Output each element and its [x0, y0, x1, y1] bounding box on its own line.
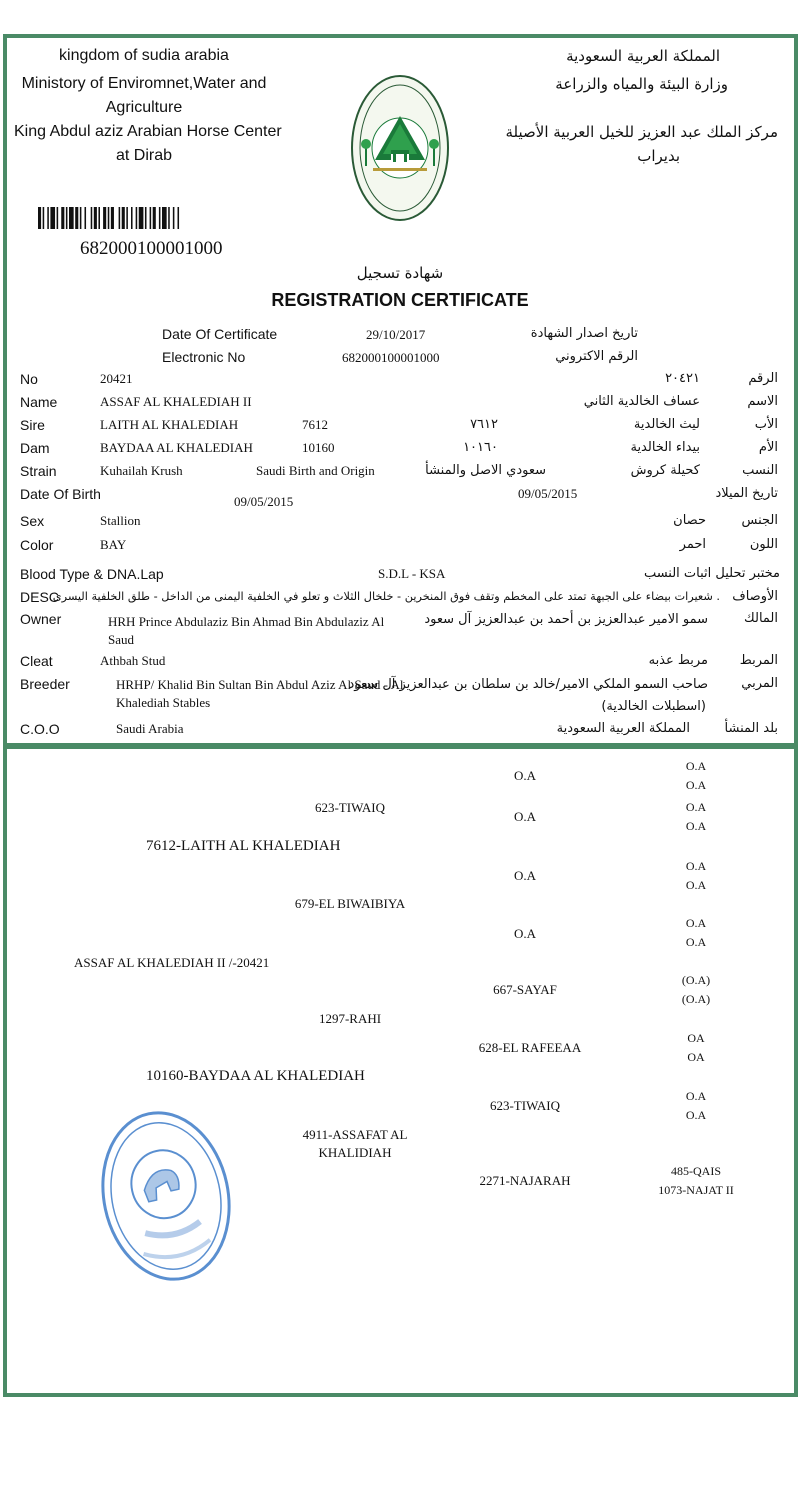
- pedigree-g3: 623-TIWAIQ: [489, 1098, 561, 1113]
- header-ar-line-1: المملكة العربية السعودية: [566, 47, 720, 65]
- sex-label: Sex: [20, 513, 45, 529]
- strain-label-ar: النسب: [742, 463, 778, 478]
- desc-value-ar: . شعيرات بيضاء على الجبهة تمتد على المخطم وتقف فوق المنخرين - خلخال الثلاث و تعلو في الخلفية اليمنى من الداخل - طلق الخلفية اليسرى: [52, 590, 720, 603]
- barcode-bar: [126, 207, 128, 229]
- coo-label: C.O.O: [20, 721, 60, 737]
- name-label-ar: الاسم: [747, 394, 778, 409]
- barcode-bar: [91, 207, 93, 229]
- pedigree-sire-dam: 679-EL BIWAIBIYA: [294, 896, 406, 911]
- pedigree-g4: O.A O.A: [685, 859, 707, 892]
- pedigree-sire: 7612-LAITH AL KHALEDIAH: [146, 838, 341, 854]
- owner-value-ar: سمو الامير عبدالعزيز بن أحمد بن عبدالعزيز آل سعود: [424, 612, 708, 627]
- name-value-ar: عساف الخالدية الثاني: [583, 394, 700, 409]
- barcode-bar: [98, 207, 100, 229]
- pedigree-dam-dam-line-1: 4911-ASSAFAT AL: [302, 1127, 408, 1142]
- sire-value: LAITH AL KHALEDIAH: [100, 417, 239, 432]
- sex-value-ar: حصان: [673, 513, 706, 528]
- barcode-bar: [145, 207, 147, 229]
- header-en-line-3: Agriculture: [105, 99, 183, 116]
- dob-label-ar: تاريخ الميلاد: [715, 486, 778, 501]
- barcode-bar: [85, 207, 87, 229]
- blood-type-label-ar: مختبر تحليل اثبات النسب: [643, 566, 780, 581]
- pedigree-g4: OA OA: [687, 1031, 705, 1064]
- electronic-no-value: 682000100001000: [342, 350, 440, 365]
- owner-label-ar: المالك: [744, 611, 778, 626]
- barcode-bar: [153, 207, 156, 229]
- pedigree-g3: 667-SAYAF: [493, 982, 557, 997]
- dam-value: BAYDAA AL KHALEDIAH: [100, 440, 253, 455]
- strain-label: Strain: [20, 463, 57, 479]
- date-of-certificate-label-ar: تاريخ اصدار الشهادة: [530, 326, 638, 341]
- blood-type-label: Blood Type & DNA.Lap: [20, 566, 164, 582]
- barcode-bar: [38, 207, 41, 229]
- no-value-ar: ٢٠٤٢١: [665, 371, 700, 386]
- pedigree-g4: 485-QAIS 1073-NAJAT II: [658, 1164, 734, 1197]
- barcode-bar: [173, 207, 175, 229]
- barcode-bar: [136, 207, 138, 229]
- ministry-emblem-logo: [347, 68, 453, 226]
- dam-value-ar: بيداء الخالدية: [630, 440, 700, 455]
- pedigree-frame: [3, 745, 798, 1397]
- header-ar-line-4: بديراب: [637, 147, 680, 165]
- header-en-line-2: Ministory of Enviromnet,Water and: [21, 75, 267, 92]
- dob-value: 09/05/2015: [234, 494, 294, 509]
- no-value: 20421: [100, 371, 133, 386]
- barcode-bar: [131, 207, 133, 229]
- title-en: REGISTRATION CERTIFICATE: [271, 290, 529, 310]
- pedigree-g4: O.A O.A: [685, 916, 707, 949]
- name-value: ASSAF AL KHALEDIAH II: [100, 394, 252, 409]
- barcode-bar: [43, 207, 45, 229]
- dam-number-ar: ١٠١٦٠: [463, 440, 498, 455]
- electronic-no-label: Electronic No: [162, 349, 246, 365]
- header-ar-line-3: مركز الملك عبد العزيز للخيل العربية الأصيلة: [505, 123, 778, 141]
- date-of-certificate-label: Date Of Certificate: [162, 326, 278, 342]
- cleat-label: Cleat: [20, 653, 53, 669]
- dam-label: Dam: [20, 440, 50, 456]
- sex-value: Stallion: [100, 513, 141, 528]
- barcode-bar: [66, 207, 68, 229]
- coo-label-ar: بلد المنشأ: [724, 721, 778, 736]
- barcode-bar: [150, 207, 152, 229]
- pedigree-g4: O.A O.A: [685, 800, 707, 833]
- breeder-label: Breeder: [20, 676, 70, 692]
- header-en-line-4: King Abdul aziz Arabian Horse Center: [14, 123, 282, 140]
- pedigree-g4: (O.A) (O.A): [681, 973, 711, 1006]
- origin-value-ar: سعودي الاصل والمنشأ: [425, 463, 546, 478]
- strain-value-ar: كحيلة كروش: [630, 463, 700, 478]
- dam-number: 10160: [302, 440, 335, 455]
- pedigree-g3: 628-EL RAFEEAA: [478, 1040, 582, 1055]
- barcode-bar: [122, 207, 125, 229]
- blood-type-value: S.D.L - KSA: [378, 566, 446, 581]
- registry-stamp: [98, 1108, 234, 1284]
- breeder-label-ar: المربي: [741, 676, 778, 691]
- pedigree-g4: O.A O.A: [685, 1089, 707, 1122]
- barcode-bar: [50, 207, 55, 229]
- header-ar-line-2: وزارة البيئة والمياه والزراعة: [555, 75, 728, 93]
- color-label-ar: اللون: [749, 537, 778, 552]
- barcode-bar: [57, 207, 59, 229]
- owner-value-line-1: HRH Prince Abdulaziz Bin Ahmad Bin Abdulaziz Al: [108, 614, 385, 629]
- breeder-value-ar-line-1: صاحب السمو الملكي الامير/خالد بن سلطان بن عبدالعزيز آل سعود: [348, 677, 708, 692]
- header-en-line-5: at Dirab: [115, 147, 173, 164]
- barcode-number: 682000100001000: [80, 238, 223, 259]
- barcode-bar: [94, 207, 97, 229]
- barcode-bar: [75, 207, 78, 229]
- dob-value-2: 09/05/2015: [518, 486, 578, 501]
- dam-label-ar: الأم: [758, 440, 778, 455]
- pedigree-g3: 2271-NAJARAH: [479, 1173, 571, 1188]
- origin-value: Saudi Birth and Origin: [256, 463, 375, 478]
- no-label-ar: الرقم: [748, 371, 778, 386]
- date-of-certificate-value: 29/10/2017: [366, 327, 426, 342]
- sire-number-ar: ٧٦١٢: [470, 417, 498, 432]
- color-label: Color: [20, 537, 54, 553]
- sire-number: 7612: [302, 417, 328, 432]
- pedigree-sire-sire: 623-TIWAIQ: [314, 800, 386, 815]
- desc-label-ar: الأوصاف: [732, 589, 778, 604]
- cleat-value-ar: مربط عذبه: [648, 653, 708, 668]
- breeder-value-line-1: HRHP/ Khalid Bin Sultan Bin Abdul Aziz Al Saud - Al: [116, 677, 404, 692]
- barcode-bar: [103, 207, 106, 229]
- barcode-bar: [69, 207, 74, 229]
- name-label: Name: [20, 394, 58, 410]
- barcode-bar: [139, 207, 144, 229]
- breeder-value-ar-line-2: (اسطبلات الخالدية): [601, 699, 706, 714]
- pedigree-horse: ASSAF AL KHALEDIAH II /-20421: [74, 955, 270, 970]
- barcode-bar: [47, 207, 49, 229]
- owner-value-line-2: Saud: [108, 632, 134, 647]
- electronic-no-label-ar: الرقم الاكتروني: [555, 349, 638, 364]
- header-en-line-1: kingdom of sudia arabia: [59, 47, 229, 64]
- strain-value: Kuhailah Krush: [100, 463, 183, 478]
- sex-label-ar: الجنس: [741, 513, 778, 528]
- color-value-ar: احمر: [679, 537, 706, 552]
- barcode: [38, 207, 242, 229]
- pedigree-g3: O.A: [513, 809, 537, 824]
- owner-label: Owner: [20, 611, 62, 627]
- barcode-bar: [61, 207, 64, 229]
- pedigree-dam-dam-line-2: KHALIDIAH: [318, 1145, 392, 1160]
- sire-label: Sire: [20, 417, 45, 433]
- cleat-value: Athbah Stud: [100, 653, 166, 668]
- breeder-value-line-2: Khalediah Stables: [116, 695, 211, 710]
- coo-value: Saudi Arabia: [116, 721, 184, 736]
- barcode-bar: [119, 207, 121, 229]
- barcode-bar: [168, 207, 170, 229]
- barcode-bar: [80, 207, 82, 229]
- barcode-bar: [178, 207, 180, 229]
- no-label: No: [20, 371, 38, 387]
- pedigree-dam: 10160-BAYDAA AL KHALEDIAH: [146, 1068, 365, 1084]
- cleat-label-ar: المربط: [739, 653, 778, 668]
- dob-label: Date Of Birth: [20, 486, 101, 502]
- coo-value-ar: المملكة العربية السعودية: [556, 721, 690, 736]
- pedigree-g3: O.A: [513, 926, 537, 941]
- pedigree-g4: O.A O.A: [685, 759, 707, 792]
- sire-label-ar: الأب: [754, 417, 778, 432]
- pedigree-g3: O.A: [513, 868, 537, 883]
- pedigree-g3: O.A: [513, 768, 537, 783]
- barcode-bar: [111, 207, 114, 229]
- sire-value-ar: ليث الخالدية: [633, 417, 700, 432]
- barcode-bar: [108, 207, 110, 229]
- title-ar: شهادة تسجيل: [356, 264, 444, 282]
- color-value: BAY: [100, 537, 127, 552]
- barcode-bar: [159, 207, 161, 229]
- barcode-bar: [162, 207, 167, 229]
- desc-label: DESC: [20, 589, 59, 605]
- pedigree-dam-sire: 1297-RAHI: [318, 1011, 382, 1026]
